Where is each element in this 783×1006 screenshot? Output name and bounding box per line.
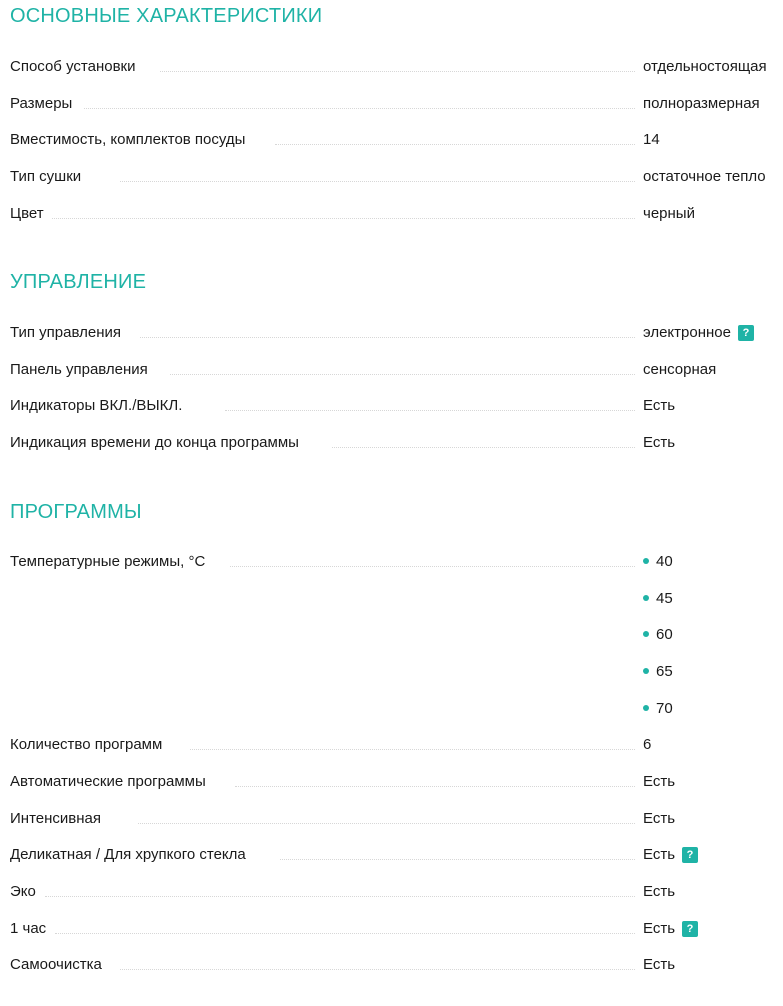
spec-value: остаточное тепло <box>643 168 766 185</box>
spec-label: Деликатная / Для хрупкого стекла <box>10 844 250 866</box>
temperature-list-item <box>643 624 673 646</box>
temperature-list-item <box>643 661 673 683</box>
temperature-value: 60 <box>656 626 673 643</box>
spec-label: 1 час <box>10 918 50 940</box>
bullet-icon <box>643 595 649 601</box>
bullet-icon <box>643 631 649 637</box>
section-title-control: УПРАВЛЕНИЕ <box>10 271 147 293</box>
spec-row-self-cleaning <box>10 954 775 976</box>
spec-value: полноразмерная <box>643 95 760 112</box>
spec-label: Панель управления <box>10 359 152 381</box>
leader-dots <box>275 144 635 145</box>
spec-value: Есть <box>643 397 676 414</box>
spec-label: Цвет <box>10 203 48 225</box>
spec-label: Способ установки <box>10 56 139 78</box>
temperature-list-item <box>643 698 673 720</box>
spec-row-program-count <box>10 734 775 756</box>
section-title-main: ОСНОВНЫЕ ХАРАКТЕРИСТИКИ <box>10 5 323 27</box>
spec-value-text: Есть <box>643 846 676 863</box>
temperature-list-item <box>643 551 673 573</box>
leader-dots <box>225 410 635 411</box>
leader-dots <box>45 896 635 897</box>
spec-label: Самоочистка <box>10 954 106 976</box>
spec-label: Тип сушки <box>10 166 85 188</box>
spec-label: Вместимость, комплектов посуды <box>10 129 249 151</box>
leader-dots <box>280 859 635 860</box>
leader-dots <box>332 447 635 448</box>
spec-value <box>643 918 698 940</box>
spec-row-delicate <box>10 844 775 866</box>
leader-dots <box>84 108 635 109</box>
spec-row-color <box>10 203 775 225</box>
spec-row-size <box>10 93 775 115</box>
help-icon[interactable]: ? <box>738 325 754 341</box>
leader-dots <box>190 749 635 750</box>
spec-row-installation <box>10 56 775 78</box>
temperature-value: 45 <box>656 590 673 607</box>
spec-label: Тип управления <box>10 322 125 344</box>
leader-dots <box>160 71 635 72</box>
help-icon[interactable]: ? <box>682 921 698 937</box>
spec-row-eco <box>10 881 775 903</box>
spec-label: Индикация времени до конца программы <box>10 432 303 454</box>
leader-dots <box>120 181 635 182</box>
spec-row-intensive <box>10 808 775 830</box>
spec-row-capacity <box>10 129 775 151</box>
spec-row-indicators <box>10 395 775 417</box>
spec-value: 14 <box>643 131 660 148</box>
spec-label: Размеры <box>10 93 76 115</box>
spec-value: Есть <box>643 883 676 900</box>
spec-value <box>643 322 754 344</box>
spec-row-drying <box>10 166 775 188</box>
leader-dots <box>235 786 635 787</box>
spec-label: Индикаторы ВКЛ./ВЫКЛ. <box>10 395 186 417</box>
temperature-value: 65 <box>656 663 673 680</box>
spec-value: 6 <box>643 736 652 753</box>
section-title-programs: ПРОГРАММЫ <box>10 501 142 523</box>
spec-label: Эко <box>10 881 40 903</box>
spec-value: отдельностоящая <box>643 58 767 75</box>
spec-row-control-type <box>10 322 775 344</box>
spec-value: Есть <box>643 956 676 973</box>
leader-dots <box>52 218 635 219</box>
spec-row-control-panel <box>10 359 775 381</box>
help-icon[interactable]: ? <box>682 847 698 863</box>
spec-value-text: электронное <box>643 324 731 341</box>
leader-dots <box>230 566 635 567</box>
spec-row-time-indication <box>10 432 775 454</box>
spec-label: Автоматические программы <box>10 771 210 793</box>
spec-value: Есть <box>643 773 676 790</box>
spec-value: сенсорная <box>643 361 717 378</box>
bullet-icon <box>643 558 649 564</box>
bullet-icon <box>643 705 649 711</box>
leader-dots <box>120 969 635 970</box>
spec-value-text: Есть <box>643 920 676 937</box>
leader-dots <box>140 337 635 338</box>
spec-value <box>643 844 698 866</box>
leader-dots <box>170 374 635 375</box>
leader-dots <box>138 823 635 824</box>
spec-label: Температурные режимы, °C <box>10 551 209 573</box>
spec-value: черный <box>643 205 695 222</box>
spec-label: Интенсивная <box>10 808 105 830</box>
spec-row-auto-programs <box>10 771 775 793</box>
spec-label: Количество программ <box>10 734 166 756</box>
temperature-value: 70 <box>656 700 673 717</box>
bullet-icon <box>643 668 649 674</box>
temperature-list-item <box>643 588 673 610</box>
spec-value: Есть <box>643 434 676 451</box>
temperature-value: 40 <box>656 553 673 570</box>
spec-row-1-hour <box>10 918 775 940</box>
leader-dots <box>55 933 635 934</box>
spec-value: Есть <box>643 810 676 827</box>
